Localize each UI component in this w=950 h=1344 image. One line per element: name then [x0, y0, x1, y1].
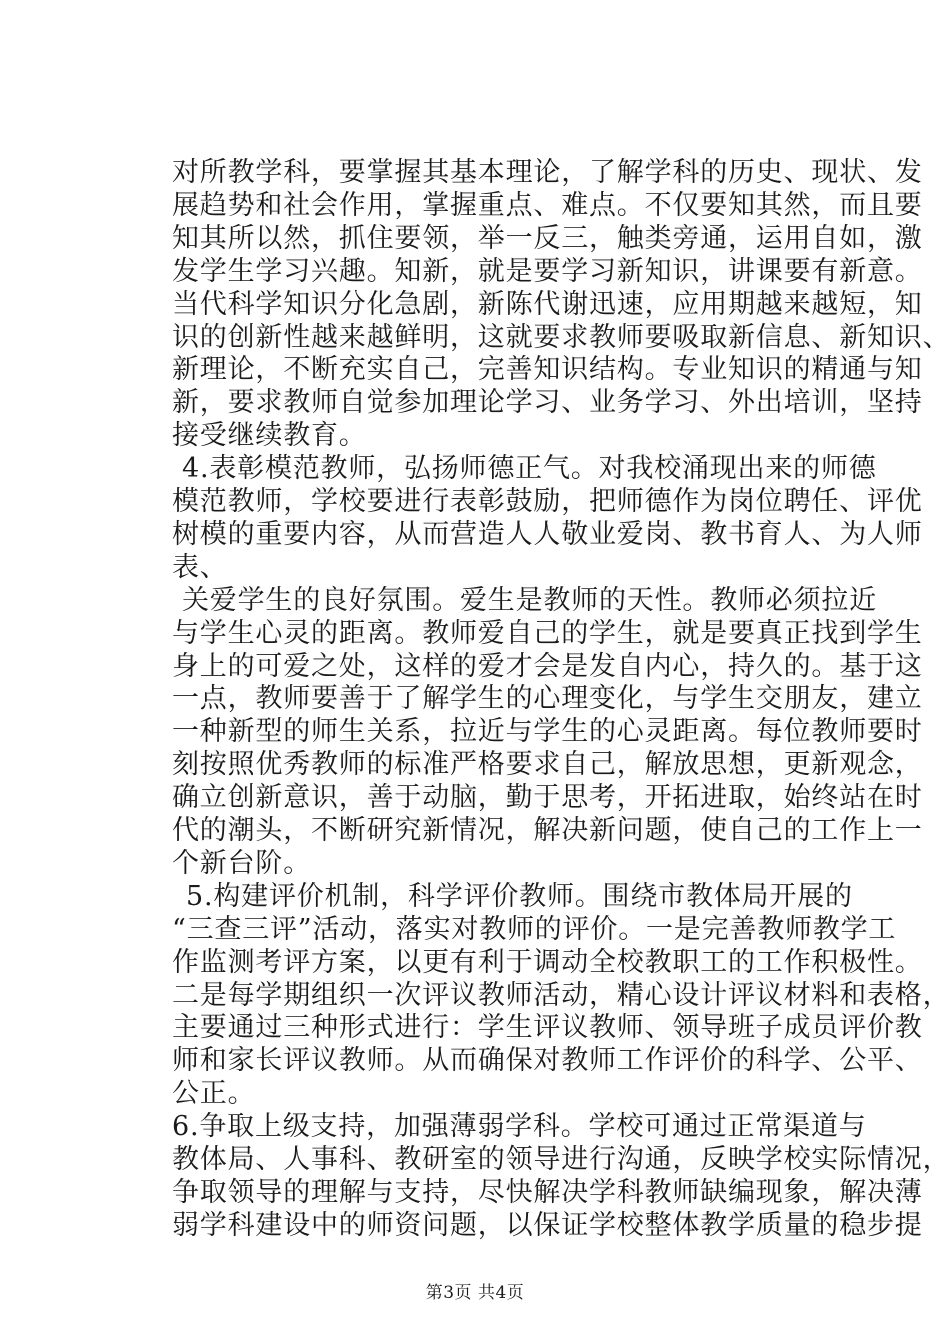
text-line: 公正。	[172, 1078, 256, 1109]
text-line: 教体局、人事科、教研室的领导进行沟通，反映学校实际情况，	[172, 1144, 950, 1175]
text-line: 新理论，不断充实自己，完善知识结构。专业知识的精通与知	[172, 354, 923, 385]
text-line: “三查三评”活动，落实对教师的评价。一是完善教师教学工	[172, 914, 897, 945]
text-line: 个新台阶。	[172, 848, 311, 879]
text-line: 表、	[172, 552, 228, 583]
text-line: 师和家长评议教师。从而确保对教师工作评价的科学、公平、	[172, 1045, 923, 1076]
text-line: 对所教学科，要掌握其基本理论，了解学科的历史、现状、发	[172, 157, 923, 188]
text-line: 4.表彰模范教师，弘扬师德正气。对我校涌现出来的师德	[182, 453, 877, 484]
text-line: 展趋势和社会作用，掌握重点、难点。不仅要知其然，而且要	[172, 190, 923, 221]
text-line: 一点，教师要善于了解学生的心理变化，与学生交朋友，建立	[172, 683, 923, 714]
text-line: 接受继续教育。	[172, 420, 367, 451]
text-line: 主要通过三种形式进行：学生评议教师、领导班子成员评价教	[172, 1012, 923, 1043]
text-line: 知其所以然，抓住要领，举一反三，触类旁通，运用自如，激	[172, 223, 923, 254]
text-line: 识的创新性越来越鲜明，这就要求教师要吸取新信息、新知识、	[172, 322, 950, 353]
text-line: 树模的重要内容，从而营造人人敬业爱岗、教书育人、为人师	[172, 519, 923, 550]
text-line: 确立创新意识，善于动脑，勤于思考，开拓进取，始终站在时	[172, 782, 923, 813]
text-line: 当代科学知识分化急剧，新陈代谢迅速，应用期越来越短，知	[172, 289, 923, 320]
text-line: 刻按照优秀教师的标准严格要求自己，解放思想，更新观念，	[172, 749, 923, 780]
text-line: 作监测考评方案，以更有利于调动全校教职工的工作积极性。	[172, 947, 923, 978]
text-line: 二是每学期组织一次评议教师活动，精心设计评议材料和表格，	[172, 980, 950, 1011]
text-line: 争取领导的理解与支持，尽快解决学科教师缺编现象，解决薄	[172, 1177, 923, 1208]
text-line: 6.争取上级支持，加强薄弱学科。学校可通过正常渠道与	[172, 1111, 867, 1142]
text-line: 一种新型的师生关系，拉近与学生的心灵距离。每位教师要时	[172, 716, 923, 747]
text-line: 新，要求教师自觉参加理论学习、业务学习、外出培训，坚持	[172, 387, 923, 418]
text-line: 身上的可爱之处，这样的爱才会是发自内心，持久的。基于这	[172, 651, 923, 682]
text-line: 弱学科建设中的师资问题，以保证学校整体教学质量的稳步提	[172, 1210, 923, 1241]
text-line: 模范教师，学校要进行表彰鼓励，把师德作为岗位聘任、评优	[172, 486, 923, 517]
text-line: 与学生心灵的距离。教师爱自己的学生，就是要真正找到学生	[172, 618, 923, 649]
text-line: 关爱学生的良好氛围。爱生是教师的天性。教师必须拉近	[182, 585, 877, 616]
page-number-footer: 第3页 共4页	[425, 1283, 525, 1303]
text-line: 5.构建评价机制，科学评价教师。围绕市教体局开展的	[186, 881, 853, 912]
text-line: 代的潮头，不断研究新情况，解决新问题，使自己的工作上一	[172, 815, 923, 846]
text-line: 发学生学习兴趣。知新，就是要学习新知识，讲课要有新意。	[172, 256, 923, 287]
